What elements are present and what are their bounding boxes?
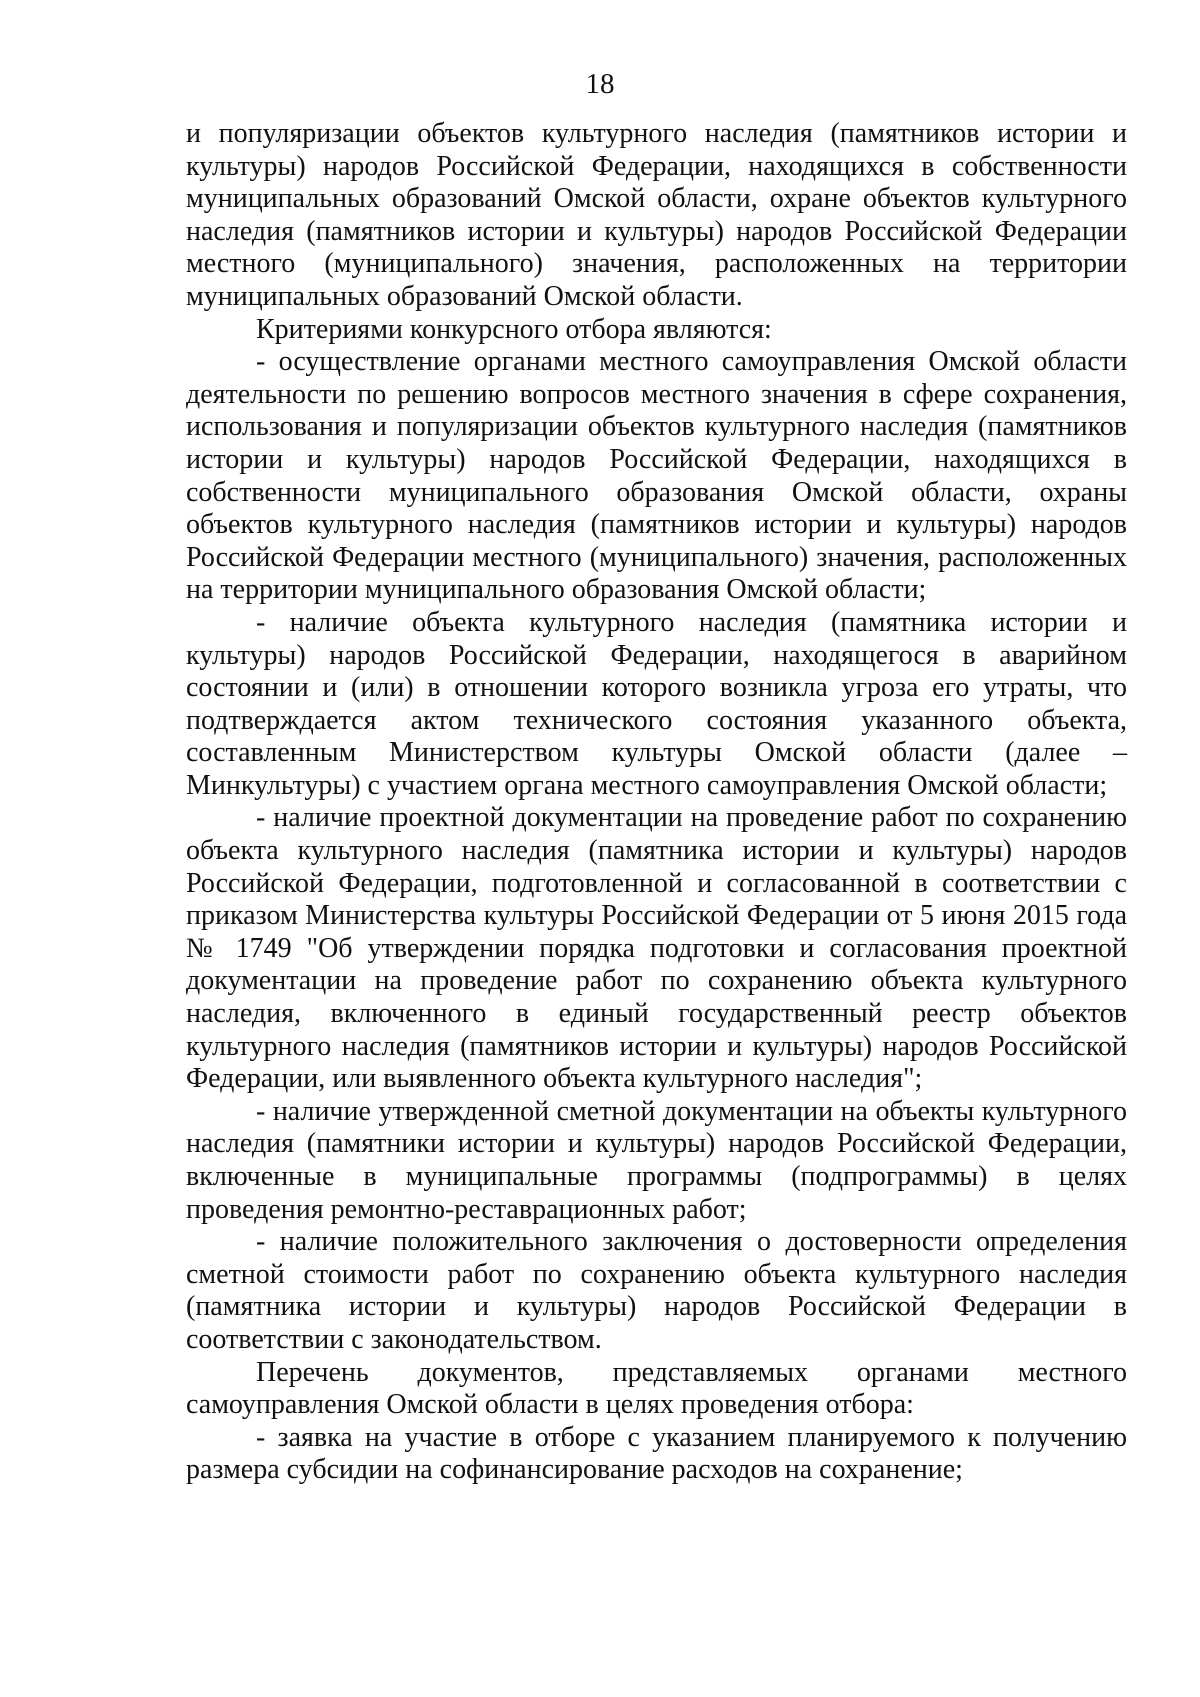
- paragraph-document-1: - заявка на участие в отборе с указанием планируемого к получению размера субсидии на софинансирование расходов на сохранение;: [186, 1421, 1127, 1486]
- paragraph-criterion-5: - наличие положительного заключения о достоверности определения сметной стоимости работ по сохранению объекта культурного наследия (памятника истории и культуры) народов Российской Федерации в соответствии с законодательством.: [186, 1226, 1127, 1355]
- paragraph-criterion-4: - наличие утвержденной сметной документации на объекты культурного наследия (памятники истории и культуры) народов Российской Федерации, включенные в муниципальные программы (подпрограммы) в целях проведения ремонтно-реставрационных работ;: [186, 1095, 1127, 1225]
- paragraph-criterion-1: - осуществление органами местного самоуправления Омской области деятельности по решению вопросов местного значения в сфере сохранения, использования и популяризации объектов культурного наследия (памятников истории и культуры) народов Российской Федерации, находящихся в собственности муниципального образования Омской области, охраны объектов культурного наследия (памятников истории и культуры) народов Российской Федерации местного (муниципального) значения, расположенных на территории муниципального образования Омской области;: [186, 346, 1127, 606]
- paragraph-criterion-2: - наличие объекта культурного наследия (памятника истории и культуры) народов Российской Федерации, находящегося в аварийном состоянии и (или) в отношении которого возникла угроза его утраты, что подтверждается актом технического состояния указанного объекта, составленным Министерством культуры Омской области (далее – Минкультуры) с участием органа местного самоуправления Омской области;: [186, 606, 1127, 801]
- paragraph-criteria-intro: Критериями конкурсного отбора являются:: [256, 313, 772, 345]
- paragraph-documents-intro: Перечень документов, представляемых органами местного самоуправления Омской области в целях проведения отбора:: [186, 1356, 1127, 1421]
- paragraph-criterion-3: - наличие проектной документации на проведение работ по сохранению объекта культурного наследия (памятника истории и культуры) народов Российской Федерации, подготовленной и согласованной в соответствии с приказом Министерства культуры Российской Федерации от 5 июня 2015 года № 1749 "Об утверждении порядка подготовки и согласования проектной документации на проведение работ по сохранению объекта культурного наследия, включенного в единый государственный реестр объектов культурного наследия (памятников истории и культуры) народов Российской Федерации, или выявленного объекта культурного наследия";: [186, 802, 1127, 1095]
- paragraph-continuation: и популяризации объектов культурного наследия (памятников истории и культуры) народов Российской Федерации, находящихся в собственности муниципальных образований Омской области, охране объектов культурного наследия (памятников истории и культуры) народов Российской Федерации местного (муниципального) значения, расположенных на территории муниципальных образований Омской области.: [186, 118, 1127, 312]
- page-number: 18: [585, 68, 615, 100]
- document-body: [186, 118, 1127, 1487]
